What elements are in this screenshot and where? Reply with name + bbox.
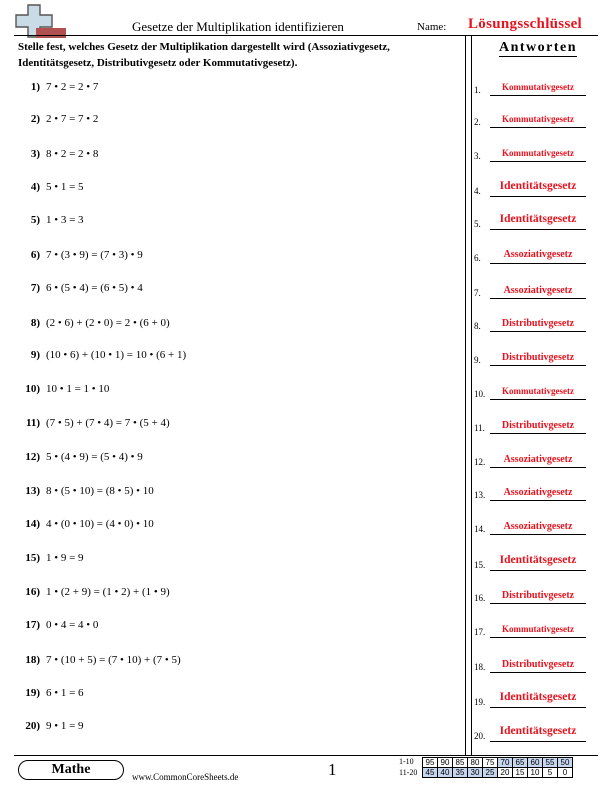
score-cell: 0 [558,768,573,778]
answer-text: Kommutativgesetz [502,114,574,124]
page-number: 1 [328,760,337,779]
answer-line [490,637,586,638]
score-cell: 10 [528,768,543,778]
answer-text: Identitätsgesetz [499,554,577,566]
answer-line [490,603,586,604]
answer-number: 18. [474,662,486,672]
problem-number: 9) [30,349,40,361]
problem-expression: 1 • (2 + 9) = (1 • 2) + (1 • 9) [46,586,170,598]
score-label: 1-10 [399,757,414,766]
score-cell: 40 [438,768,453,778]
answer-line [490,196,586,197]
problem-expression: 9 • 1 = 9 [46,720,84,732]
score-cell: 65 [513,758,528,768]
answer-number: 3. [474,151,481,161]
problem-number: 15) [25,552,40,564]
answer-text: Assoziativgesetz [503,521,573,532]
answer-number: 20. [474,731,486,741]
answer-line [490,500,586,501]
header-divider [14,35,598,36]
problem-expression: 1 • 9 = 9 [46,552,84,564]
answer-number: 14. [474,524,486,534]
problem-expression: (10 • 6) + (10 • 1) = 10 • (6 + 1) [46,349,187,361]
answer-line [490,298,586,299]
problem-expression: 10 • 1 = 1 • 10 [46,383,110,395]
answer-number: 17. [474,627,486,637]
problem-number: 5) [30,214,40,226]
answer-number: 15. [474,560,486,570]
problem-number: 17) [25,619,40,631]
answer-text: Kommutativgesetz [502,624,574,634]
problem-expression: 2 • 7 = 7 • 2 [46,113,99,125]
score-cell: 70 [498,758,513,768]
score-cell: 25 [483,768,498,778]
answer-line [490,127,586,128]
answer-number: 19. [474,697,486,707]
problem-expression: (2 • 6) + (2 • 0) = 2 • (6 + 0) [46,317,170,329]
answer-text: Assoziativgesetz [503,487,573,498]
answer-line [490,399,586,400]
answer-number: 1. [474,85,481,95]
score-cell: 5 [543,768,558,778]
problem-expression: 5 • 1 = 5 [46,181,84,193]
score-cell: 75 [483,758,498,768]
problem-number: 4) [30,181,40,193]
answer-number: 2. [474,117,481,127]
answer-line [490,707,586,708]
problem-number: 2) [30,113,40,125]
problem-expression: 0 • 4 = 4 • 0 [46,619,99,631]
answer-line [490,534,586,535]
problem-number: 12) [25,451,40,463]
answer-line [490,741,586,742]
answer-number: 4. [474,186,481,196]
answer-text: Identitätsgesetz [499,691,577,703]
answer-line [490,229,586,230]
problem-expression: (7 • 5) + (7 • 4) = 7 • (5 + 4) [46,417,170,429]
score-cell: 95 [423,758,438,768]
answer-text: Distributivgesetz [501,352,575,363]
problem-number: 11) [25,417,40,429]
problem-expression: 7 • 2 = 2 • 7 [46,81,99,93]
problem-expression: 7 • (3 • 9) = (7 • 3) • 9 [46,249,143,261]
site-url: www.CommonCoreSheets.de [132,772,239,782]
answer-text: Kommutativgesetz [502,386,574,396]
footer-divider [14,755,598,756]
score-cell: 85 [453,758,468,768]
answers-heading: Antworten [498,40,578,55]
answer-text: Identitätsgesetz [499,213,577,225]
problem-expression: 6 • 1 = 6 [46,687,84,699]
answer-number: 7. [474,288,481,298]
score-cell: 45 [423,768,438,778]
problem-number: 7) [30,282,40,294]
plus-logo-icon [14,4,66,38]
problem-expression: 1 • 3 = 3 [46,214,84,226]
problem-expression: 8 • (5 • 10) = (8 • 5) • 10 [46,485,154,497]
problem-number: 20) [25,720,40,732]
problem-expression: 6 • (5 • 4) = (6 • 5) • 4 [46,282,143,294]
answer-line [490,672,586,673]
answer-number: 12. [474,457,486,467]
problem-expression: 7 • (10 + 5) = (7 • 10) + (7 • 5) [46,654,181,666]
problem-expression: 5 • (4 • 9) = (5 • 4) • 9 [46,451,143,463]
answer-text: Distributivgesetz [501,659,575,670]
score-cell: 35 [453,768,468,778]
score-cell: 60 [528,758,543,768]
score-cell: 30 [468,768,483,778]
answer-number: 16. [474,593,486,603]
answer-text: Kommutativgesetz [502,148,574,158]
column-separator [465,35,472,755]
answer-text: Identitätsgesetz [499,725,577,737]
answer-text: Distributivgesetz [501,590,575,601]
page-title: Gesetze der Multiplikation identifizieren [132,19,344,34]
answer-line [490,95,586,96]
score-cell: 80 [468,758,483,768]
answer-number: 9. [474,355,481,365]
brand-badge: Mathe [18,760,124,780]
answer-line [490,570,586,571]
score-cell: 20 [498,768,513,778]
problem-number: 13) [25,485,40,497]
problem-number: 10) [25,383,40,395]
answer-text: Kommutativgesetz [502,82,574,92]
name-value: Lösungsschlüssel [468,16,583,32]
answer-text: Distributivgesetz [501,318,575,329]
answer-number: 11. [474,423,485,433]
answer-line [490,263,586,264]
instructions: Stelle fest, welches Gesetz der Multiplikation dargestellt wird (Assoziativgesetz, Identitätsgesetz, Distributivgesetz oder Kommutativgesetz). [18,41,390,69]
score-cell: 90 [438,758,453,768]
answer-text: Identitätsgesetz [499,180,577,192]
score-cell: 50 [558,758,573,768]
answer-number: 6. [474,253,481,263]
answer-text: Assoziativgesetz [503,454,573,465]
answer-line [490,433,586,434]
answer-text: Assoziativgesetz [503,285,573,296]
answer-line [490,467,586,468]
score-cell: 55 [543,758,558,768]
problem-expression: 4 • (0 • 10) = (4 • 0) • 10 [46,518,154,530]
answer-number: 5. [474,219,481,229]
answer-line [490,365,586,366]
answer-number: 13. [474,490,486,500]
problem-number: 3) [30,148,40,160]
problem-number: 18) [25,654,40,666]
answer-number: 8. [474,321,481,331]
answer-text: Distributivgesetz [501,420,575,431]
problem-number: 16) [25,586,40,598]
score-cell: 15 [513,768,528,778]
answer-line [490,331,586,332]
name-label: Name: [417,21,447,33]
problem-number: 19) [25,687,40,699]
answer-line [490,161,586,162]
problem-number: 8) [30,317,40,329]
answer-text: Assoziativgesetz [503,249,573,260]
problem-number: 1) [30,81,40,93]
problem-number: 6) [30,249,40,261]
problem-number: 14) [25,518,40,530]
problem-expression: 8 • 2 = 2 • 8 [46,148,99,160]
score-label: 11-20 [399,768,418,777]
score-table [422,757,573,778]
answer-number: 10. [474,389,486,399]
